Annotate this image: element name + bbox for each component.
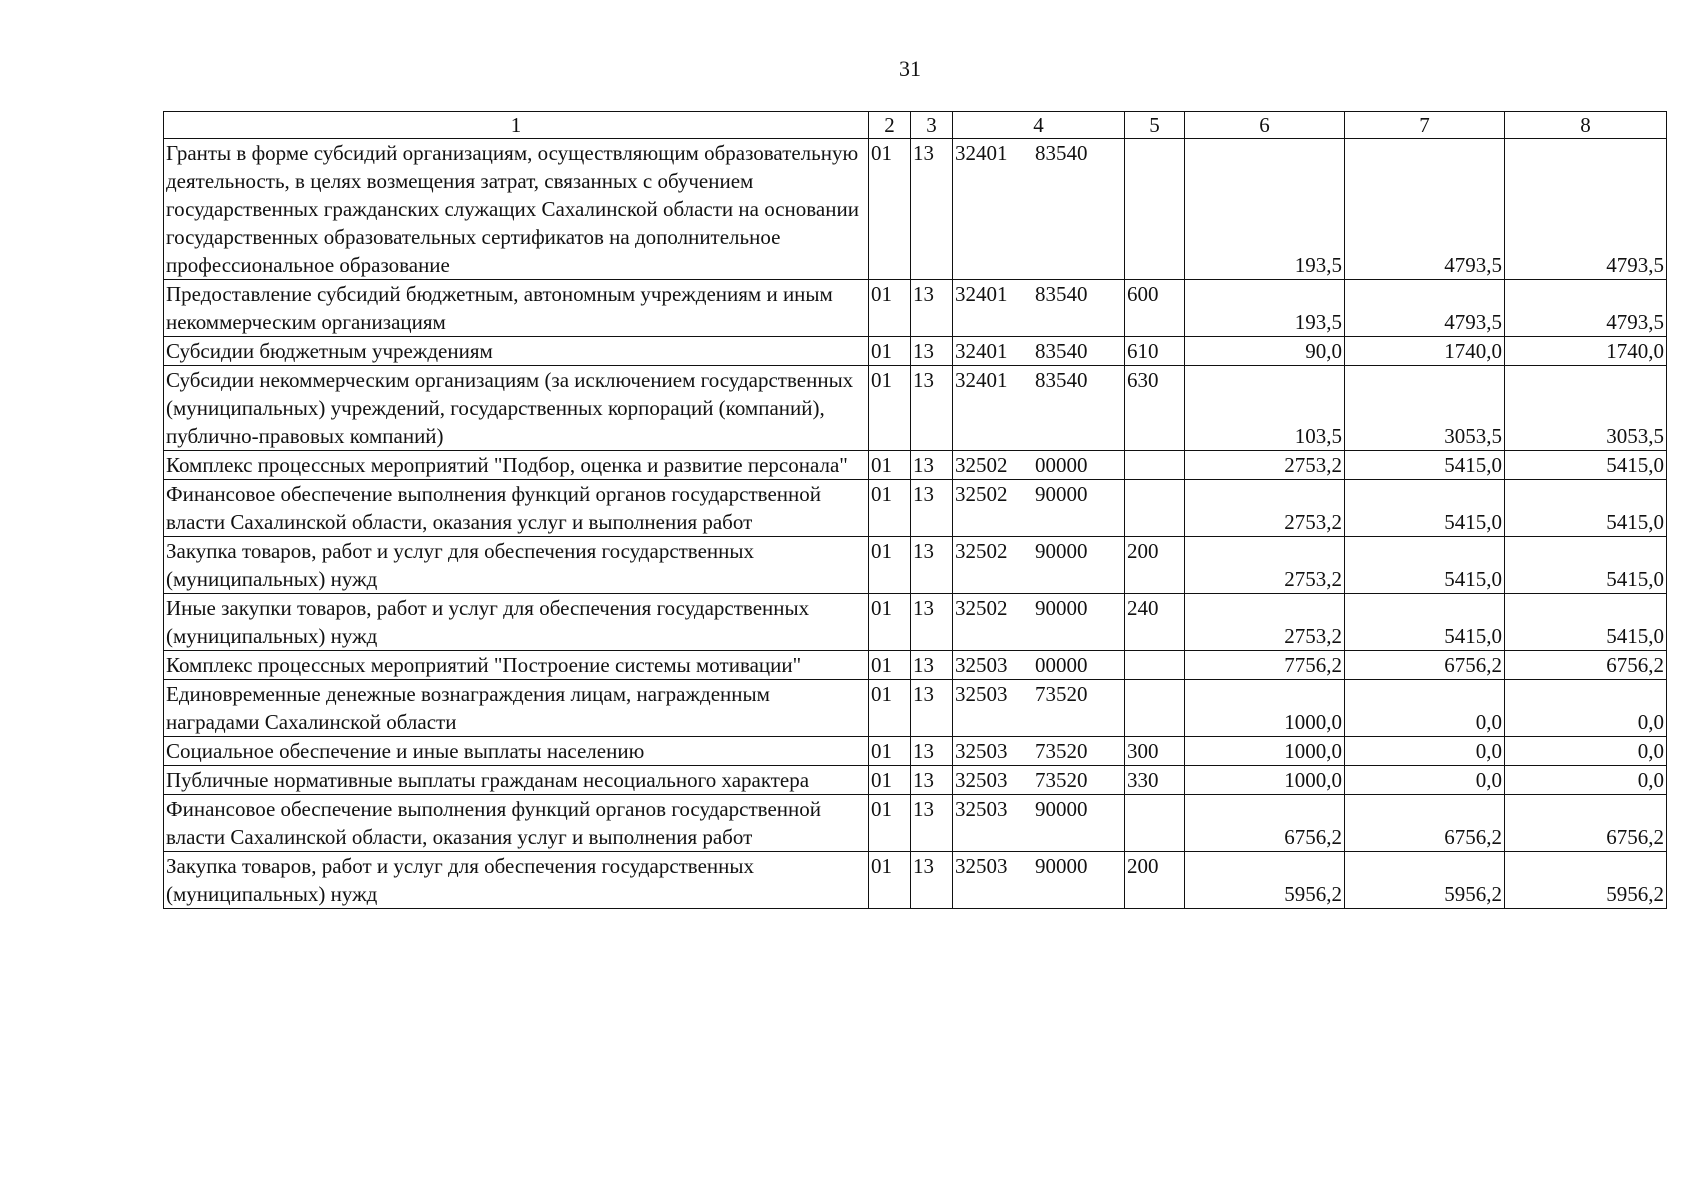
section-code-cell: 01 [869, 651, 911, 680]
table-row [164, 737, 1667, 766]
target-article-cell [953, 139, 1125, 280]
expense-type-cell [1125, 139, 1185, 280]
amount-col6-cell: 2753,2 [1185, 480, 1345, 537]
column-header-4: 4 [953, 112, 1125, 139]
target-article-direction-code: 83540 [1035, 282, 1088, 306]
target-article-program-code: 32502 [955, 453, 1008, 477]
expense-type-cell: 300 [1125, 737, 1185, 766]
expense-type-cell: 240 [1125, 594, 1185, 651]
table-row [164, 366, 1667, 451]
table-body [164, 139, 1667, 909]
subsection-code-cell: 13 [911, 651, 953, 680]
amount-col6-cell: 7756,2 [1185, 651, 1345, 680]
row-name-cell: Публичные нормативные выплаты гражданам несоциального характера [164, 766, 869, 795]
amount-col8-cell: 5415,0 [1505, 451, 1667, 480]
table-row [164, 795, 1667, 852]
amount-col8-cell: 4793,5 [1505, 280, 1667, 337]
subsection-code-cell: 13 [911, 366, 953, 451]
amount-col8-cell: 4793,5 [1505, 139, 1667, 280]
subsection-code-cell: 13 [911, 594, 953, 651]
section-code-cell: 01 [869, 366, 911, 451]
amount-col8-cell: 5415,0 [1505, 594, 1667, 651]
amount-col6-cell: 2753,2 [1185, 594, 1345, 651]
subsection-code-cell: 13 [911, 737, 953, 766]
amount-col7-cell: 5956,2 [1345, 852, 1505, 909]
table-row [164, 451, 1667, 480]
target-article-direction-code: 90000 [1035, 539, 1088, 563]
amount-col6-cell: 5956,2 [1185, 852, 1345, 909]
section-code-cell: 01 [869, 766, 911, 795]
expense-type-cell [1125, 651, 1185, 680]
amount-col7-cell: 0,0 [1345, 766, 1505, 795]
target-article-program-code: 32502 [955, 539, 1008, 563]
section-code-cell: 01 [869, 480, 911, 537]
target-article-program-code: 32401 [955, 339, 1008, 363]
amount-col6-cell: 1000,0 [1185, 737, 1345, 766]
target-article-cell [953, 795, 1125, 852]
amount-col7-cell: 6756,2 [1345, 651, 1505, 680]
row-name-cell: Комплекс процессных мероприятий "Построение системы мотивации" [164, 651, 869, 680]
column-header-1: 1 [164, 112, 869, 139]
table-row [164, 280, 1667, 337]
section-code-cell: 01 [869, 680, 911, 737]
subsection-code-cell: 13 [911, 280, 953, 337]
amount-col7-cell: 1740,0 [1345, 337, 1505, 366]
amount-col6-cell: 6756,2 [1185, 795, 1345, 852]
target-article-program-code: 32503 [955, 854, 1008, 878]
expense-type-cell: 200 [1125, 852, 1185, 909]
budget-table [163, 111, 1667, 909]
target-article-cell [953, 337, 1125, 366]
subsection-code-cell: 13 [911, 766, 953, 795]
target-article-program-code: 32503 [955, 739, 1008, 763]
amount-col8-cell: 3053,5 [1505, 366, 1667, 451]
target-article-direction-code: 83540 [1035, 339, 1088, 363]
amount-col6-cell: 1000,0 [1185, 766, 1345, 795]
column-header-5: 5 [1125, 112, 1185, 139]
target-article-direction-code: 73520 [1035, 682, 1088, 706]
column-header-2: 2 [869, 112, 911, 139]
table-row [164, 766, 1667, 795]
section-code-cell: 01 [869, 537, 911, 594]
target-article-direction-code: 00000 [1035, 653, 1088, 677]
page-number: 31 [899, 56, 921, 81]
target-article-program-code: 32401 [955, 368, 1008, 392]
table-row [164, 480, 1667, 537]
section-code-cell: 01 [869, 280, 911, 337]
subsection-code-cell: 13 [911, 852, 953, 909]
row-name-cell: Единовременные денежные вознаграждения лицам, награжденным наградами Сахалинской области [164, 680, 869, 737]
amount-col6-cell: 2753,2 [1185, 451, 1345, 480]
row-name-cell: Иные закупки товаров, работ и услуг для обеспечения государственных (муниципальных) нужд [164, 594, 869, 651]
amount-col8-cell: 0,0 [1505, 680, 1667, 737]
expense-type-cell: 630 [1125, 366, 1185, 451]
target-article-direction-code: 73520 [1035, 739, 1088, 763]
target-article-cell [953, 366, 1125, 451]
row-name-cell: Финансовое обеспечение выполнения функций органов государственной власти Сахалинской области, оказания услуг и выполнения работ [164, 795, 869, 852]
table-row [164, 337, 1667, 366]
target-article-cell [953, 480, 1125, 537]
amount-col8-cell: 6756,2 [1505, 795, 1667, 852]
subsection-code-cell: 13 [911, 480, 953, 537]
subsection-code-cell: 13 [911, 139, 953, 280]
amount-col6-cell: 90,0 [1185, 337, 1345, 366]
expense-type-cell: 600 [1125, 280, 1185, 337]
amount-col7-cell: 5415,0 [1345, 451, 1505, 480]
target-article-direction-code: 90000 [1035, 797, 1088, 821]
target-article-cell [953, 537, 1125, 594]
table-row [164, 680, 1667, 737]
target-article-program-code: 32503 [955, 797, 1008, 821]
target-article-cell [953, 680, 1125, 737]
target-article-cell [953, 852, 1125, 909]
table-row [164, 594, 1667, 651]
amount-col8-cell: 0,0 [1505, 766, 1667, 795]
target-article-cell [953, 737, 1125, 766]
target-article-direction-code: 73520 [1035, 768, 1088, 792]
row-name-cell: Социальное обеспечение и иные выплаты населению [164, 737, 869, 766]
row-name-cell: Финансовое обеспечение выполнения функций органов государственной власти Сахалинской области, оказания услуг и выполнения работ [164, 480, 869, 537]
row-name-cell: Субсидии некоммерческим организациям (за исключением государственных (муниципальных) учреждений, государственных корпораций (компаний), публично-правовых компаний) [164, 366, 869, 451]
section-code-cell: 01 [869, 594, 911, 651]
amount-col6-cell: 2753,2 [1185, 537, 1345, 594]
table-row [164, 651, 1667, 680]
amount-col8-cell: 1740,0 [1505, 337, 1667, 366]
amount-col6-cell: 193,5 [1185, 139, 1345, 280]
section-code-cell: 01 [869, 737, 911, 766]
amount-col7-cell: 0,0 [1345, 737, 1505, 766]
expense-type-cell [1125, 480, 1185, 537]
target-article-cell [953, 766, 1125, 795]
amount-col7-cell: 5415,0 [1345, 594, 1505, 651]
target-article-program-code: 32502 [955, 596, 1008, 620]
amount-col8-cell: 0,0 [1505, 737, 1667, 766]
table-row [164, 139, 1667, 280]
column-header-7: 7 [1345, 112, 1505, 139]
amount-col6-cell: 193,5 [1185, 280, 1345, 337]
amount-col8-cell: 5956,2 [1505, 852, 1667, 909]
expense-type-cell [1125, 451, 1185, 480]
row-name-cell: Гранты в форме субсидий организациям, осуществляющим образовательную деятельность, в целях возмещения затрат, связанных с обучением государственных гражданских служащих Сахалинской области на основании государственных образовательных сертификатов на дополнительное профессиональное образование [164, 139, 869, 280]
amount-col6-cell: 1000,0 [1185, 680, 1345, 737]
row-name-cell: Субсидии бюджетным учреждениям [164, 337, 869, 366]
amount-col7-cell: 5415,0 [1345, 537, 1505, 594]
column-header-6: 6 [1185, 112, 1345, 139]
section-code-cell: 01 [869, 795, 911, 852]
amount-col7-cell: 6756,2 [1345, 795, 1505, 852]
section-code-cell: 01 [869, 337, 911, 366]
target-article-cell [953, 280, 1125, 337]
target-article-direction-code: 90000 [1035, 482, 1088, 506]
expense-type-cell: 200 [1125, 537, 1185, 594]
amount-col7-cell: 5415,0 [1345, 480, 1505, 537]
subsection-code-cell: 13 [911, 795, 953, 852]
target-article-cell [953, 451, 1125, 480]
section-code-cell: 01 [869, 451, 911, 480]
table-row [164, 852, 1667, 909]
amount-col7-cell: 3053,5 [1345, 366, 1505, 451]
amount-col8-cell: 6756,2 [1505, 651, 1667, 680]
column-header-3: 3 [911, 112, 953, 139]
table-row [164, 537, 1667, 594]
column-header-8: 8 [1505, 112, 1667, 139]
target-article-direction-code: 00000 [1035, 453, 1088, 477]
target-article-program-code: 32401 [955, 282, 1008, 306]
section-code-cell: 01 [869, 139, 911, 280]
target-article-program-code: 32503 [955, 653, 1008, 677]
subsection-code-cell: 13 [911, 451, 953, 480]
amount-col6-cell: 103,5 [1185, 366, 1345, 451]
amount-col8-cell: 5415,0 [1505, 480, 1667, 537]
target-article-program-code: 32503 [955, 768, 1008, 792]
target-article-cell [953, 594, 1125, 651]
row-name-cell: Предоставление субсидий бюджетным, автономным учреждениям и иным некоммерческим организациям [164, 280, 869, 337]
row-name-cell: Закупка товаров, работ и услуг для обеспечения государственных (муниципальных) нужд [164, 852, 869, 909]
subsection-code-cell: 13 [911, 537, 953, 594]
header-row [164, 112, 1667, 139]
amount-col7-cell: 0,0 [1345, 680, 1505, 737]
expense-type-cell [1125, 795, 1185, 852]
row-name-cell: Закупка товаров, работ и услуг для обеспечения государственных (муниципальных) нужд [164, 537, 869, 594]
expense-type-cell [1125, 680, 1185, 737]
expense-type-cell: 330 [1125, 766, 1185, 795]
row-name-cell: Комплекс процессных мероприятий "Подбор, оценка и развитие персонала" [164, 451, 869, 480]
target-article-direction-code: 90000 [1035, 854, 1088, 878]
target-article-direction-code: 90000 [1035, 596, 1088, 620]
target-article-cell [953, 651, 1125, 680]
amount-col7-cell: 4793,5 [1345, 139, 1505, 280]
target-article-direction-code: 83540 [1035, 368, 1088, 392]
subsection-code-cell: 13 [911, 680, 953, 737]
subsection-code-cell: 13 [911, 337, 953, 366]
expense-type-cell: 610 [1125, 337, 1185, 366]
amount-col8-cell: 5415,0 [1505, 537, 1667, 594]
section-code-cell: 01 [869, 852, 911, 909]
target-article-direction-code: 83540 [1035, 141, 1088, 165]
target-article-program-code: 32502 [955, 482, 1008, 506]
target-article-program-code: 32401 [955, 141, 1008, 165]
target-article-program-code: 32503 [955, 682, 1008, 706]
amount-col7-cell: 4793,5 [1345, 280, 1505, 337]
